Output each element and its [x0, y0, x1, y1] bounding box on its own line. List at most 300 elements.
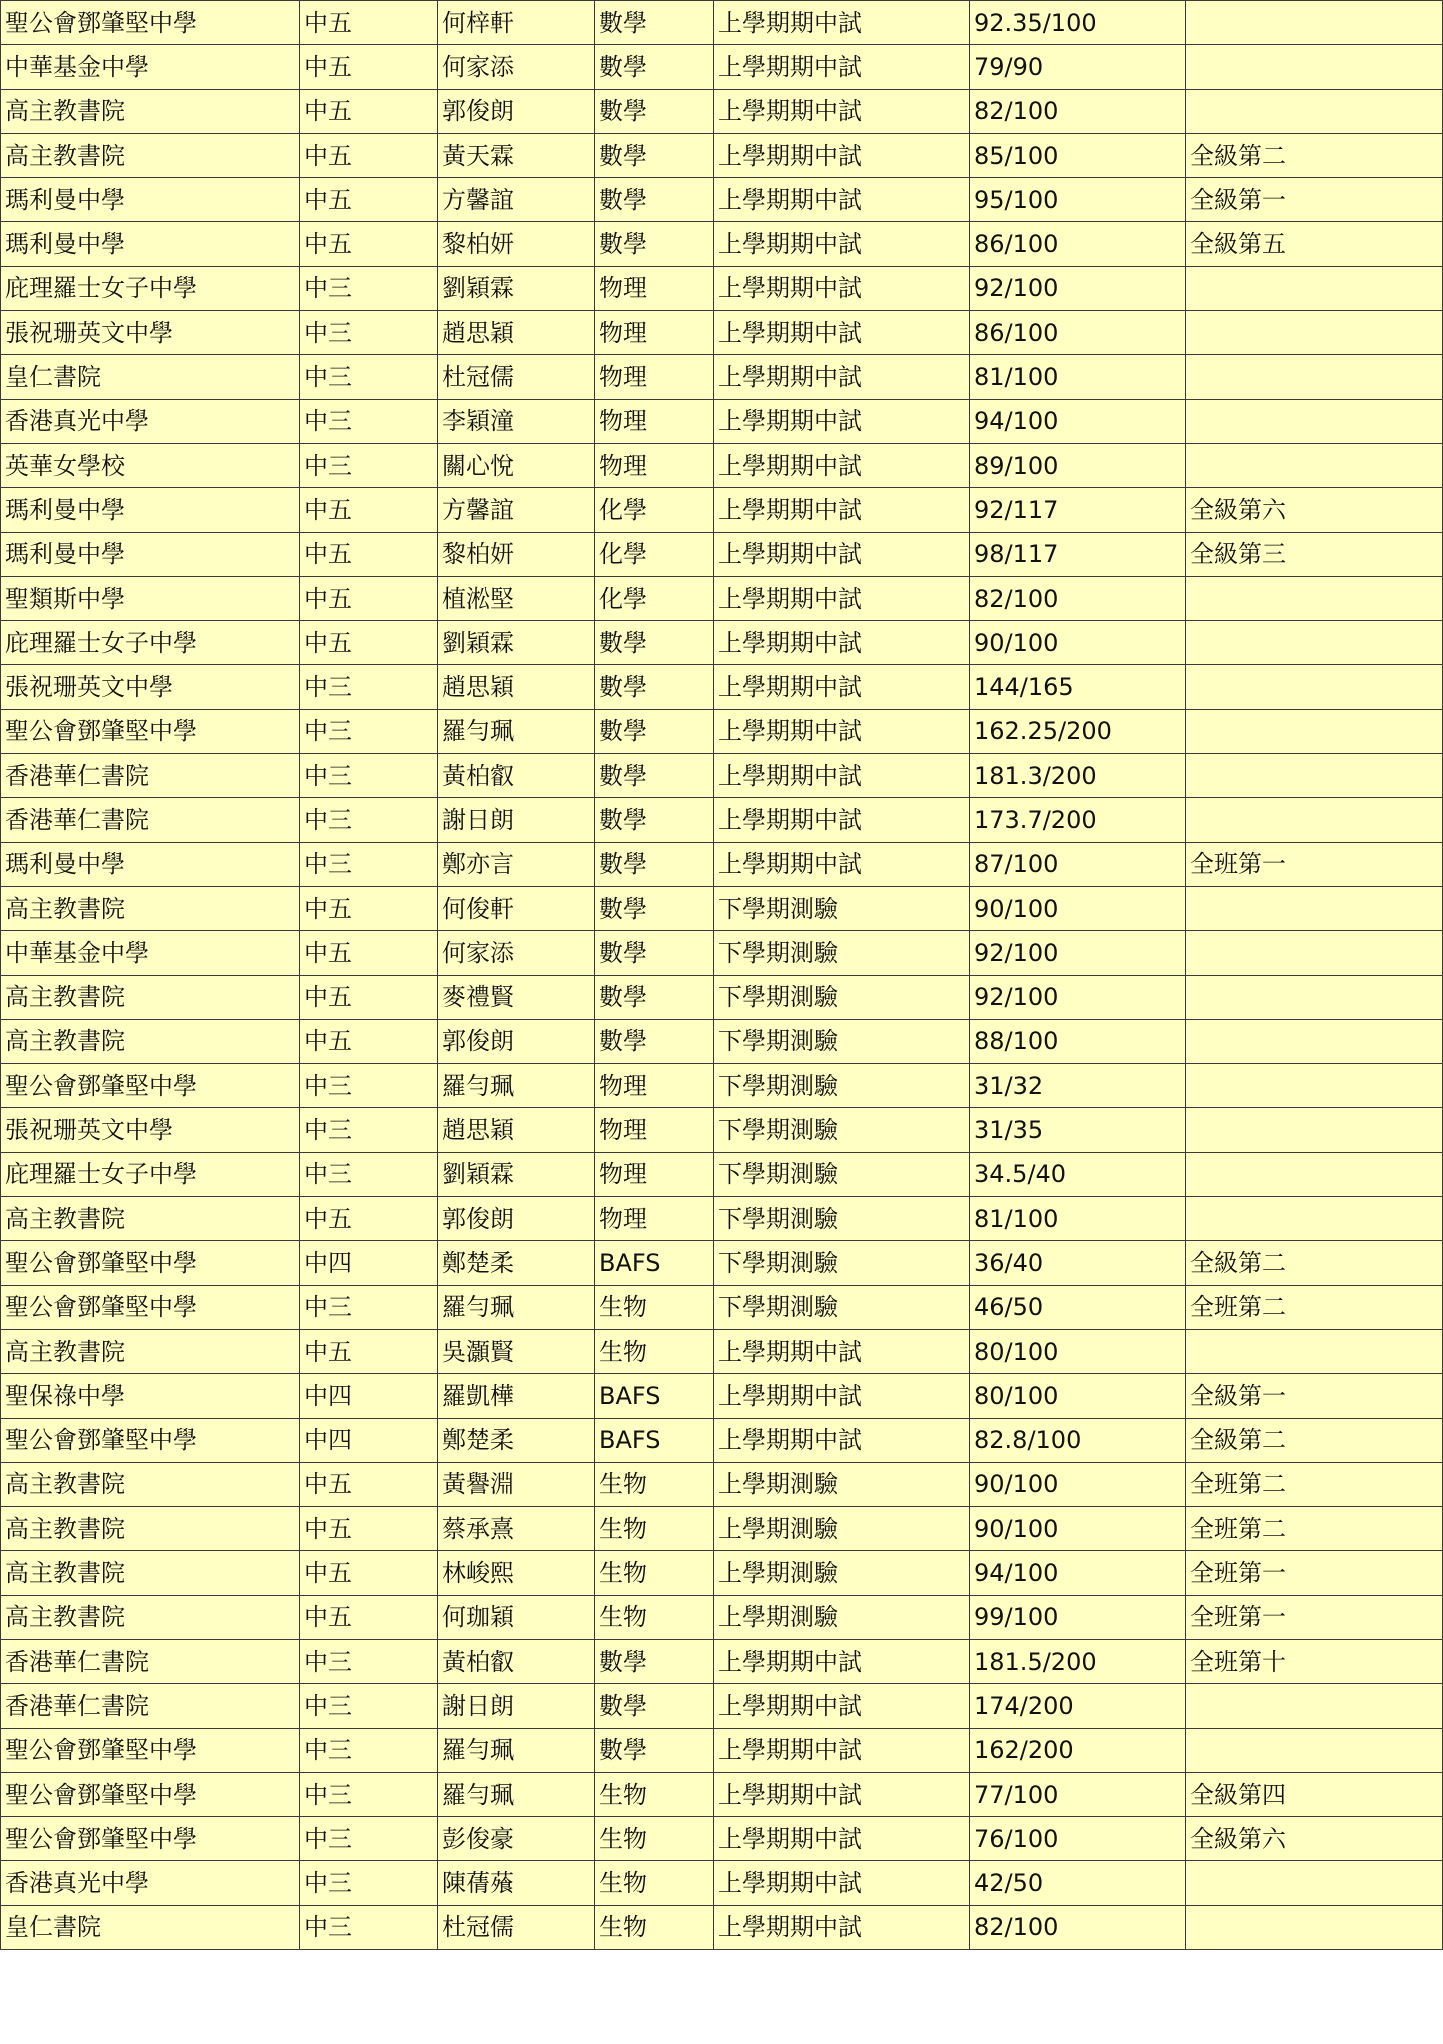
remark-cell	[1186, 709, 1443, 753]
exam-cell: 下學期測驗	[714, 1285, 970, 1329]
remark-cell: 全級第二	[1186, 1241, 1443, 1285]
subject-cell: 數學	[595, 975, 714, 1019]
student-name-cell: 方馨誼	[438, 178, 595, 222]
remark-cell: 全班第一	[1186, 1595, 1443, 1639]
subject-cell: 生物	[595, 1905, 714, 1949]
score-cell: 80/100	[970, 1374, 1186, 1418]
score-cell: 162.25/200	[970, 709, 1186, 753]
score-cell: 94/100	[970, 1551, 1186, 1595]
school-cell: 聖公會鄧肇堅中學	[1, 1772, 300, 1816]
form-cell: 中五	[300, 1329, 438, 1373]
score-cell: 31/35	[970, 1108, 1186, 1152]
school-cell: 高主教書院	[1, 1329, 300, 1373]
school-cell: 高主教書院	[1, 1507, 300, 1551]
score-cell: 89/100	[970, 443, 1186, 487]
student-name-cell: 趙思穎	[438, 1108, 595, 1152]
remark-cell: 全班第十	[1186, 1639, 1443, 1683]
student-name-cell: 劉穎霖	[438, 266, 595, 310]
form-cell: 中三	[300, 1285, 438, 1329]
score-cell: 80/100	[970, 1329, 1186, 1373]
exam-cell: 上學期期中試	[714, 311, 970, 355]
results-body	[1, 1, 1443, 1950]
score-cell: 77/100	[970, 1772, 1186, 1816]
table-row	[1, 1285, 1443, 1329]
table-row	[1, 1817, 1443, 1861]
form-cell: 中三	[300, 709, 438, 753]
subject-cell: 數學	[595, 886, 714, 930]
table-row	[1, 931, 1443, 975]
school-cell: 高主教書院	[1, 1551, 300, 1595]
score-cell: 92/117	[970, 488, 1186, 532]
score-cell: 90/100	[970, 886, 1186, 930]
score-cell: 94/100	[970, 399, 1186, 443]
exam-cell: 上學期期中試	[714, 709, 970, 753]
form-cell: 中三	[300, 355, 438, 399]
table-row	[1, 1152, 1443, 1196]
subject-cell: 數學	[595, 45, 714, 89]
subject-cell: BAFS	[595, 1241, 714, 1285]
score-cell: 87/100	[970, 842, 1186, 886]
score-cell: 92/100	[970, 931, 1186, 975]
school-cell: 香港真光中學	[1, 399, 300, 443]
form-cell: 中五	[300, 886, 438, 930]
remark-cell	[1186, 355, 1443, 399]
form-cell: 中三	[300, 1861, 438, 1905]
subject-cell: 物理	[595, 1108, 714, 1152]
exam-cell: 上學期期中試	[714, 89, 970, 133]
student-name-cell: 黃柏叡	[438, 754, 595, 798]
exam-cell: 下學期測驗	[714, 975, 970, 1019]
score-cell: 174/200	[970, 1684, 1186, 1728]
remark-cell: 全級第六	[1186, 1817, 1443, 1861]
exam-cell: 上學期期中試	[714, 133, 970, 177]
student-name-cell: 羅勻珮	[438, 709, 595, 753]
remark-cell: 全級第二	[1186, 133, 1443, 177]
table-row	[1, 311, 1443, 355]
table-row	[1, 1728, 1443, 1772]
school-cell: 瑪利曼中學	[1, 532, 300, 576]
subject-cell: 物理	[595, 1152, 714, 1196]
form-cell: 中五	[300, 133, 438, 177]
student-name-cell: 羅凱樺	[438, 1374, 595, 1418]
form-cell: 中五	[300, 621, 438, 665]
form-cell: 中三	[300, 1684, 438, 1728]
score-cell: 92.35/100	[970, 1, 1186, 45]
table-row	[1, 89, 1443, 133]
school-cell: 庇理羅士女子中學	[1, 266, 300, 310]
subject-cell: 生物	[595, 1817, 714, 1861]
remark-cell: 全級第二	[1186, 1418, 1443, 1462]
student-name-cell: 謝日朗	[438, 798, 595, 842]
remark-cell	[1186, 1728, 1443, 1772]
remark-cell	[1186, 1019, 1443, 1063]
subject-cell: 物理	[595, 1197, 714, 1241]
exam-cell: 上學期期中試	[714, 45, 970, 89]
subject-cell: 數學	[595, 621, 714, 665]
school-cell: 瑪利曼中學	[1, 842, 300, 886]
remark-cell: 全級第三	[1186, 532, 1443, 576]
subject-cell: 生物	[595, 1462, 714, 1506]
score-cell: 98/117	[970, 532, 1186, 576]
student-name-cell: 陳蒨蕵	[438, 1861, 595, 1905]
remark-cell	[1186, 89, 1443, 133]
table-row	[1, 133, 1443, 177]
student-name-cell: 何梓軒	[438, 1, 595, 45]
table-row	[1, 45, 1443, 89]
score-cell: 82.8/100	[970, 1418, 1186, 1462]
subject-cell: 數學	[595, 798, 714, 842]
form-cell: 中三	[300, 1772, 438, 1816]
form-cell: 中三	[300, 1108, 438, 1152]
school-cell: 香港真光中學	[1, 1861, 300, 1905]
form-cell: 中五	[300, 1019, 438, 1063]
form-cell: 中三	[300, 842, 438, 886]
remark-cell	[1186, 1905, 1443, 1949]
exam-cell: 上學期期中試	[714, 798, 970, 842]
subject-cell: 數學	[595, 754, 714, 798]
school-cell: 高主教書院	[1, 133, 300, 177]
remark-cell: 全班第一	[1186, 1551, 1443, 1595]
form-cell: 中五	[300, 931, 438, 975]
subject-cell: 物理	[595, 443, 714, 487]
student-name-cell: 林峻熙	[438, 1551, 595, 1595]
remark-cell: 全班第二	[1186, 1285, 1443, 1329]
student-name-cell: 關心悅	[438, 443, 595, 487]
remark-cell: 全班第一	[1186, 842, 1443, 886]
student-name-cell: 吳灝賢	[438, 1329, 595, 1373]
exam-cell: 上學期測驗	[714, 1595, 970, 1639]
remark-cell	[1186, 45, 1443, 89]
school-cell: 聖公會鄧肇堅中學	[1, 1418, 300, 1462]
student-name-cell: 郭俊朗	[438, 1019, 595, 1063]
student-name-cell: 何珈穎	[438, 1595, 595, 1639]
student-name-cell: 羅勻珮	[438, 1728, 595, 1772]
remark-cell: 全班第二	[1186, 1462, 1443, 1506]
subject-cell: BAFS	[595, 1374, 714, 1418]
student-name-cell: 黃天霖	[438, 133, 595, 177]
exam-cell: 上學期期中試	[714, 1861, 970, 1905]
school-cell: 香港華仁書院	[1, 798, 300, 842]
table-row	[1, 355, 1443, 399]
exam-cell: 下學期測驗	[714, 1152, 970, 1196]
school-cell: 高主教書院	[1, 975, 300, 1019]
form-cell: 中四	[300, 1241, 438, 1285]
score-cell: 90/100	[970, 1507, 1186, 1551]
student-name-cell: 謝日朗	[438, 1684, 595, 1728]
score-cell: 34.5/40	[970, 1152, 1186, 1196]
subject-cell: 數學	[595, 931, 714, 975]
table-row	[1, 1639, 1443, 1683]
table-row	[1, 576, 1443, 620]
form-cell: 中三	[300, 399, 438, 443]
table-row	[1, 842, 1443, 886]
remark-cell	[1186, 576, 1443, 620]
table-row	[1, 222, 1443, 266]
exam-cell: 下學期測驗	[714, 1108, 970, 1152]
form-cell: 中五	[300, 1462, 438, 1506]
remark-cell	[1186, 266, 1443, 310]
student-name-cell: 黎柏妍	[438, 532, 595, 576]
school-cell: 聖保祿中學	[1, 1374, 300, 1418]
exam-cell: 上學期期中試	[714, 1639, 970, 1683]
exam-cell: 上學期期中試	[714, 178, 970, 222]
form-cell: 中三	[300, 266, 438, 310]
exam-cell: 上學期期中試	[714, 266, 970, 310]
school-cell: 英華女學校	[1, 443, 300, 487]
exam-cell: 上學期期中試	[714, 754, 970, 798]
subject-cell: 數學	[595, 178, 714, 222]
school-cell: 聖類斯中學	[1, 576, 300, 620]
remark-cell	[1186, 311, 1443, 355]
form-cell: 中三	[300, 443, 438, 487]
exam-cell: 下學期測驗	[714, 1197, 970, 1241]
form-cell: 中五	[300, 178, 438, 222]
table-row	[1, 1329, 1443, 1373]
form-cell: 中五	[300, 45, 438, 89]
exam-cell: 上學期期中試	[714, 399, 970, 443]
remark-cell	[1186, 798, 1443, 842]
table-row	[1, 1418, 1443, 1462]
table-row	[1, 399, 1443, 443]
school-cell: 張祝珊英文中學	[1, 311, 300, 355]
student-name-cell: 郭俊朗	[438, 1197, 595, 1241]
exam-cell: 上學期期中試	[714, 1418, 970, 1462]
school-cell: 聖公會鄧肇堅中學	[1, 1, 300, 45]
form-cell: 中三	[300, 1905, 438, 1949]
table-row	[1, 754, 1443, 798]
form-cell: 中四	[300, 1418, 438, 1462]
remark-cell	[1186, 443, 1443, 487]
remark-cell	[1186, 1064, 1443, 1108]
student-name-cell: 羅勻珮	[438, 1285, 595, 1329]
school-cell: 聖公會鄧肇堅中學	[1, 1285, 300, 1329]
score-cell: 76/100	[970, 1817, 1186, 1861]
remark-cell	[1186, 1, 1443, 45]
table-row	[1, 1241, 1443, 1285]
subject-cell: 生物	[595, 1861, 714, 1905]
school-cell: 香港華仁書院	[1, 1639, 300, 1683]
score-cell: 181.5/200	[970, 1639, 1186, 1683]
subject-cell: 物理	[595, 355, 714, 399]
subject-cell: 物理	[595, 399, 714, 443]
table-row	[1, 886, 1443, 930]
exam-cell: 上學期期中試	[714, 532, 970, 576]
score-cell: 86/100	[970, 311, 1186, 355]
remark-cell	[1186, 975, 1443, 1019]
remark-cell	[1186, 665, 1443, 709]
form-cell: 中五	[300, 1, 438, 45]
form-cell: 中三	[300, 1152, 438, 1196]
exam-cell: 下學期測驗	[714, 1019, 970, 1063]
subject-cell: 生物	[595, 1285, 714, 1329]
table-row	[1, 266, 1443, 310]
table-row	[1, 1551, 1443, 1595]
school-cell: 中華基金中學	[1, 931, 300, 975]
subject-cell: 生物	[595, 1329, 714, 1373]
student-name-cell: 羅勻珮	[438, 1064, 595, 1108]
form-cell: 中五	[300, 89, 438, 133]
remark-cell	[1186, 1108, 1443, 1152]
school-cell: 香港華仁書院	[1, 1684, 300, 1728]
exam-cell: 上學期期中試	[714, 1817, 970, 1861]
subject-cell: 數學	[595, 842, 714, 886]
exam-cell: 下學期測驗	[714, 1241, 970, 1285]
student-name-cell: 鄭楚柔	[438, 1418, 595, 1462]
subject-cell: 生物	[595, 1595, 714, 1639]
table-row	[1, 1374, 1443, 1418]
school-cell: 皇仁書院	[1, 1905, 300, 1949]
score-cell: 82/100	[970, 576, 1186, 620]
student-name-cell: 黎柏妍	[438, 222, 595, 266]
remark-cell	[1186, 931, 1443, 975]
score-cell: 81/100	[970, 1197, 1186, 1241]
score-cell: 82/100	[970, 1905, 1186, 1949]
student-name-cell: 黃柏叡	[438, 1639, 595, 1683]
score-cell: 31/32	[970, 1064, 1186, 1108]
student-name-cell: 羅勻珮	[438, 1772, 595, 1816]
table-row	[1, 532, 1443, 576]
form-cell: 中五	[300, 488, 438, 532]
score-cell: 79/90	[970, 45, 1186, 89]
exam-cell: 上學期期中試	[714, 842, 970, 886]
score-cell: 90/100	[970, 621, 1186, 665]
school-cell: 庇理羅士女子中學	[1, 1152, 300, 1196]
school-cell: 高主教書院	[1, 1019, 300, 1063]
remark-cell	[1186, 399, 1443, 443]
score-cell: 86/100	[970, 222, 1186, 266]
score-cell: 90/100	[970, 1462, 1186, 1506]
student-name-cell: 黃譽淵	[438, 1462, 595, 1506]
table-row	[1, 178, 1443, 222]
form-cell: 中五	[300, 222, 438, 266]
form-cell: 中三	[300, 1064, 438, 1108]
form-cell: 中三	[300, 798, 438, 842]
table-row	[1, 1064, 1443, 1108]
subject-cell: 數學	[595, 1728, 714, 1772]
exam-cell: 上學期期中試	[714, 355, 970, 399]
table-row	[1, 1861, 1443, 1905]
remark-cell	[1186, 1861, 1443, 1905]
subject-cell: BAFS	[595, 1418, 714, 1462]
remark-cell: 全級第一	[1186, 178, 1443, 222]
exam-cell: 上學期測驗	[714, 1551, 970, 1595]
exam-cell: 上學期期中試	[714, 443, 970, 487]
remark-cell	[1186, 1152, 1443, 1196]
student-name-cell: 劉穎霖	[438, 621, 595, 665]
exam-cell: 上學期測驗	[714, 1507, 970, 1551]
exam-cell: 下學期測驗	[714, 886, 970, 930]
subject-cell: 數學	[595, 89, 714, 133]
form-cell: 中五	[300, 1197, 438, 1241]
school-cell: 聖公會鄧肇堅中學	[1, 1241, 300, 1285]
table-row	[1, 621, 1443, 665]
exam-cell: 上學期期中試	[714, 665, 970, 709]
score-cell: 144/165	[970, 665, 1186, 709]
table-row	[1, 488, 1443, 532]
exam-cell: 上學期期中試	[714, 1329, 970, 1373]
school-cell: 高主教書院	[1, 1595, 300, 1639]
score-cell: 36/40	[970, 1241, 1186, 1285]
remark-cell	[1186, 1684, 1443, 1728]
exam-cell: 上學期期中試	[714, 1, 970, 45]
remark-cell	[1186, 754, 1443, 798]
score-cell: 82/100	[970, 89, 1186, 133]
form-cell: 中五	[300, 1551, 438, 1595]
school-cell: 聖公會鄧肇堅中學	[1, 1817, 300, 1861]
exam-cell: 下學期測驗	[714, 931, 970, 975]
student-name-cell: 趙思穎	[438, 665, 595, 709]
score-cell: 92/100	[970, 975, 1186, 1019]
subject-cell: 數學	[595, 133, 714, 177]
form-cell: 中三	[300, 754, 438, 798]
school-cell: 張祝珊英文中學	[1, 665, 300, 709]
form-cell: 中三	[300, 1817, 438, 1861]
subject-cell: 數學	[595, 1639, 714, 1683]
table-row	[1, 1595, 1443, 1639]
table-row	[1, 1905, 1443, 1949]
remark-cell: 全級第六	[1186, 488, 1443, 532]
exam-cell: 上學期期中試	[714, 488, 970, 532]
table-row	[1, 443, 1443, 487]
remark-cell	[1186, 886, 1443, 930]
table-row	[1, 798, 1443, 842]
remark-cell: 全級第一	[1186, 1374, 1443, 1418]
school-cell: 瑪利曼中學	[1, 222, 300, 266]
student-name-cell: 劉穎霖	[438, 1152, 595, 1196]
score-cell: 181.3/200	[970, 754, 1186, 798]
score-cell: 42/50	[970, 1861, 1186, 1905]
student-name-cell: 彭俊豪	[438, 1817, 595, 1861]
remark-cell	[1186, 1197, 1443, 1241]
exam-cell: 上學期期中試	[714, 621, 970, 665]
school-cell: 皇仁書院	[1, 355, 300, 399]
score-cell: 92/100	[970, 266, 1186, 310]
student-name-cell: 李穎潼	[438, 399, 595, 443]
student-name-cell: 何俊軒	[438, 886, 595, 930]
score-cell: 162/200	[970, 1728, 1186, 1772]
subject-cell: 生物	[595, 1772, 714, 1816]
school-cell: 聖公會鄧肇堅中學	[1, 1064, 300, 1108]
table-row	[1, 1462, 1443, 1506]
exam-cell: 上學期期中試	[714, 1772, 970, 1816]
form-cell: 中三	[300, 1728, 438, 1772]
student-name-cell: 植淞堅	[438, 576, 595, 620]
school-cell: 瑪利曼中學	[1, 178, 300, 222]
remark-cell	[1186, 621, 1443, 665]
subject-cell: 數學	[595, 709, 714, 753]
exam-cell: 上學期測驗	[714, 1462, 970, 1506]
subject-cell: 數學	[595, 665, 714, 709]
student-name-cell: 鄭亦言	[438, 842, 595, 886]
score-cell: 88/100	[970, 1019, 1186, 1063]
form-cell: 中三	[300, 665, 438, 709]
school-cell: 聖公會鄧肇堅中學	[1, 709, 300, 753]
student-name-cell: 何家添	[438, 45, 595, 89]
school-cell: 高主教書院	[1, 89, 300, 133]
school-cell: 高主教書院	[1, 886, 300, 930]
school-cell: 中華基金中學	[1, 45, 300, 89]
table-row	[1, 1684, 1443, 1728]
remark-cell: 全級第四	[1186, 1772, 1443, 1816]
subject-cell: 數學	[595, 1684, 714, 1728]
score-cell: 173.7/200	[970, 798, 1186, 842]
school-cell: 高主教書院	[1, 1197, 300, 1241]
school-cell: 香港華仁書院	[1, 754, 300, 798]
form-cell: 中三	[300, 1639, 438, 1683]
subject-cell: 化學	[595, 532, 714, 576]
subject-cell: 數學	[595, 222, 714, 266]
score-cell: 81/100	[970, 355, 1186, 399]
